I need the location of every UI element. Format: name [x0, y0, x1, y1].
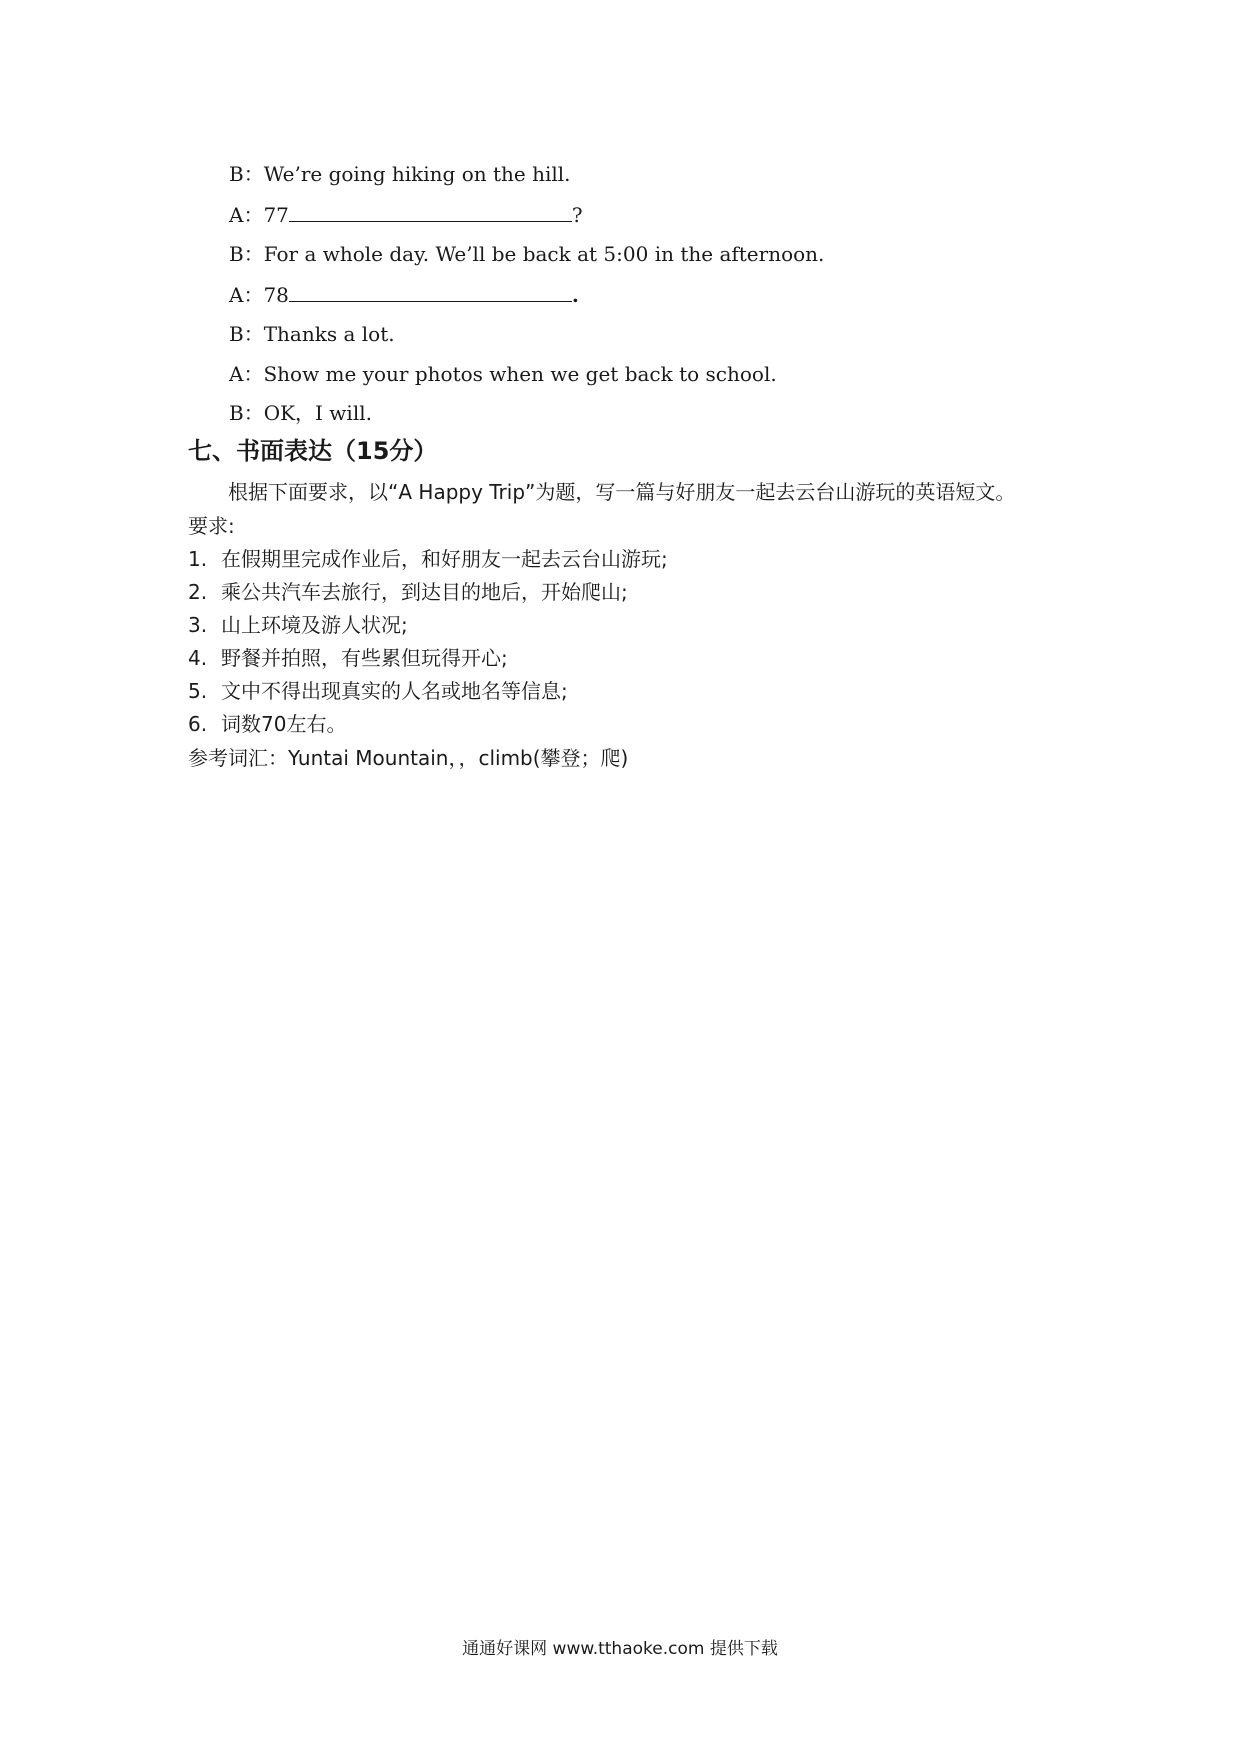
requirement-text: 词数70左右。	[221, 712, 347, 736]
question-number: 78	[263, 283, 289, 307]
requirement-item	[188, 579, 628, 605]
page-footer: 通通好课网 www.tthaoke.com 提供下载	[462, 1639, 778, 1659]
dialogue-text: Thanks a lot.	[263, 322, 395, 346]
dialogue-line-3	[229, 241, 824, 267]
requirement-item	[188, 645, 508, 671]
speaker-label: B：	[229, 162, 264, 186]
question-number: 77	[263, 203, 289, 227]
speaker-label: A：	[229, 283, 264, 307]
speaker-label: A：	[229, 203, 264, 227]
section-heading: 七、书面表达（15分）	[188, 437, 438, 465]
requirement-item	[188, 612, 408, 638]
requirement-item	[188, 711, 346, 737]
requirement-item	[188, 546, 668, 572]
dialogue-text: We’re going hiking on the hill.	[263, 162, 571, 186]
dialogue-text: Show me your photos when we get back to school.	[263, 362, 777, 386]
requirement-number: 3.	[188, 613, 208, 637]
dialogue-line-7	[229, 400, 372, 426]
requirement-text: 野餐并拍照，有些累但玩得开心;	[221, 646, 508, 670]
requirement-number: 6.	[188, 712, 208, 736]
speaker-label: B：	[229, 401, 264, 425]
dialogue-line-5	[229, 321, 395, 347]
dialogue-line-6	[229, 361, 777, 387]
requirement-text: 山上环境及游人状况;	[221, 613, 408, 637]
requirements-label: 要求:	[188, 514, 235, 538]
answer-blank-77[interactable]	[289, 201, 572, 222]
requirement-item	[188, 678, 568, 704]
requirement-number: 1.	[188, 547, 208, 571]
requirement-number: 2.	[188, 580, 208, 604]
requirement-text: 在假期里完成作业后，和好朋友一起去云台山游玩;	[221, 547, 668, 571]
dialogue-line-1	[229, 161, 571, 187]
requirement-number: 5.	[188, 679, 208, 703]
answer-blank-78[interactable]	[289, 281, 572, 302]
requirement-number: 4.	[188, 646, 208, 670]
blank-suffix: .	[571, 283, 579, 307]
dialogue-line-2	[229, 201, 583, 228]
dialogue-line-4	[229, 281, 579, 308]
dialogue-text: OK，I will.	[263, 401, 372, 425]
reference-vocabulary: 参考词汇：Yuntai Mountain，，climb(攀登；爬)	[188, 746, 629, 770]
section-intro: 根据下面要求，以“A Happy Trip”为题，写一篇与好朋友一起去云台山游玩的英语短文。	[228, 480, 1016, 504]
speaker-label: B：	[229, 322, 264, 346]
requirement-text: 乘公共汽车去旅行，到达目的地后，开始爬山;	[221, 580, 628, 604]
blank-suffix: ?	[571, 203, 583, 227]
speaker-label: B：	[229, 242, 264, 266]
dialogue-text: For a whole day. We’ll be back at 5:00 in the afternoon.	[263, 242, 825, 266]
speaker-label: A：	[229, 362, 264, 386]
requirement-text: 文中不得出现真实的人名或地名等信息;	[221, 679, 568, 703]
